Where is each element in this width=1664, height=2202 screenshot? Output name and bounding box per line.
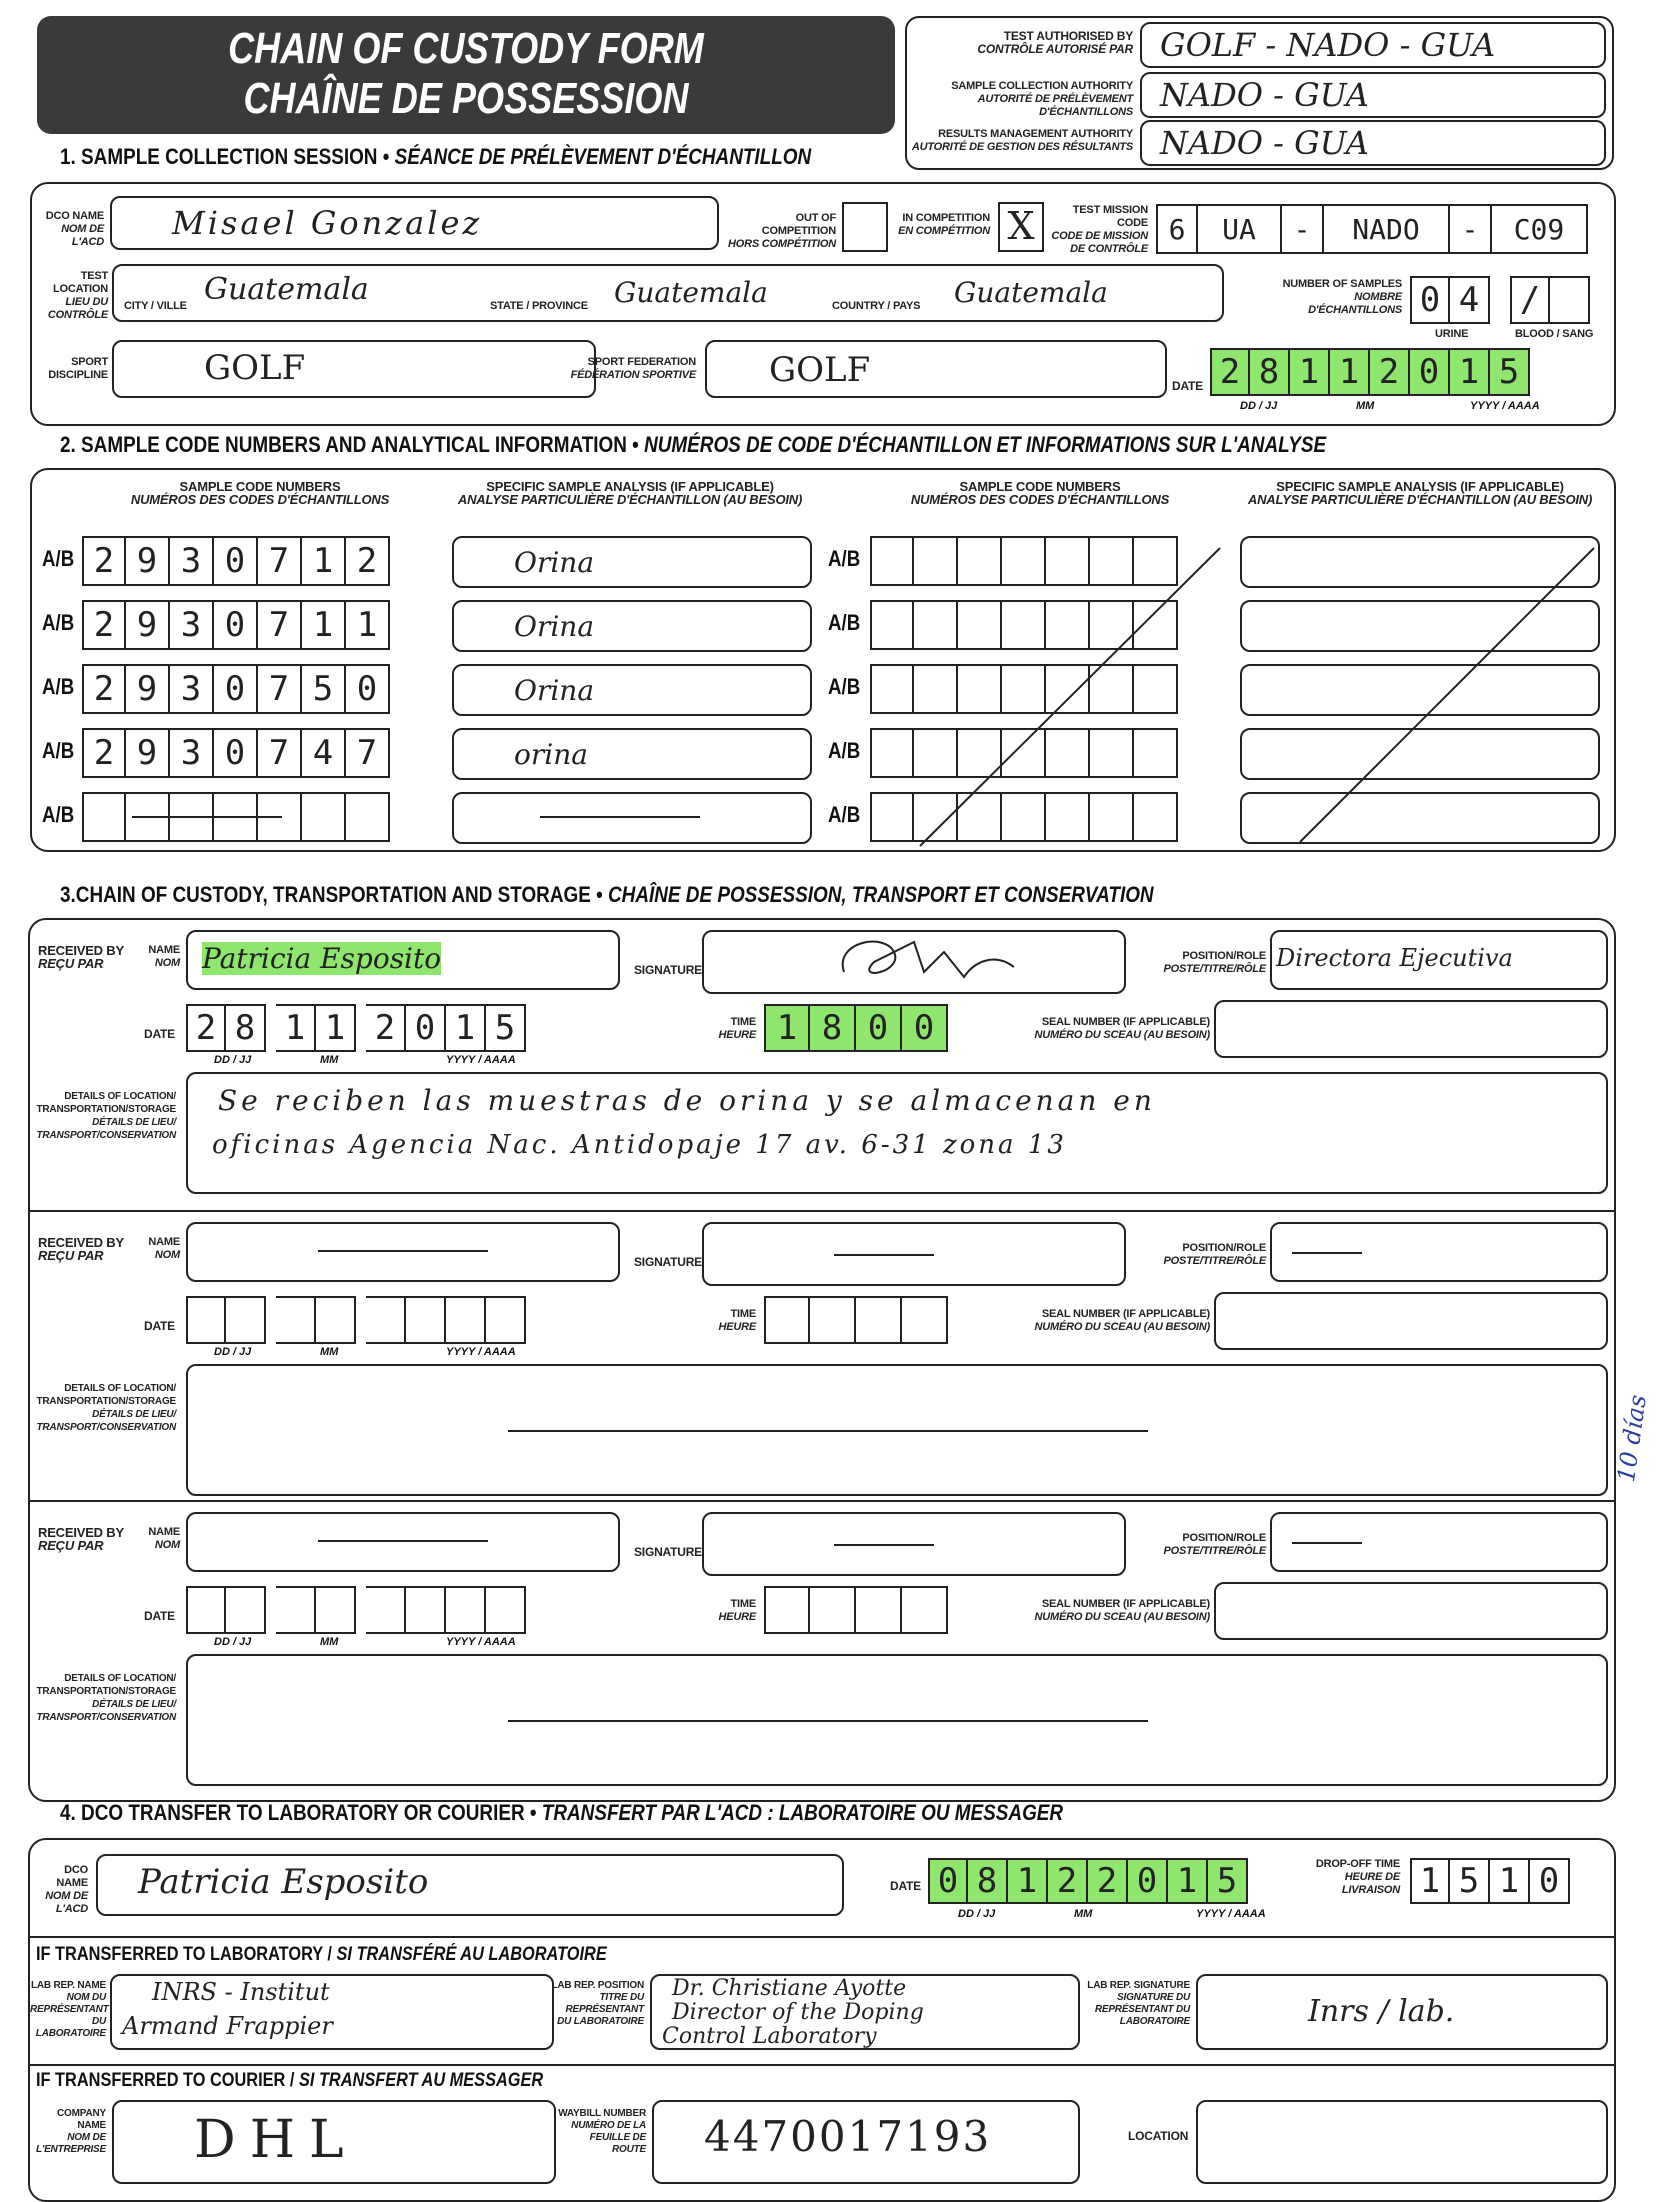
blood-label: BLOOD / SANG: [1515, 328, 1594, 340]
position-label: POSITION/ROLE POSTE/TITRE/RÔLE: [1163, 1532, 1266, 1557]
code-digit: 9: [126, 728, 170, 778]
code-digit: 9: [126, 664, 170, 714]
results-authority-value: NADO - GUA: [1160, 124, 1369, 162]
lab-rep-sig-label: LAB REP. SIGNATURE SIGNATURE DU REPRÉSENTANT DU LABORATOIRE: [1087, 1980, 1190, 2027]
signature-label: SIGNATURE: [634, 1255, 702, 1269]
date-label: DATE: [1172, 379, 1203, 393]
code-digit: 7: [346, 728, 390, 778]
date-digit: 1: [1290, 348, 1330, 396]
code-digit: 0: [214, 536, 258, 586]
received-date-cells[interactable]: [186, 1296, 526, 1344]
details-field[interactable]: [186, 1364, 1608, 1496]
date-digit: 8: [1250, 348, 1290, 396]
mission-cell: NADO: [1324, 204, 1450, 254]
mission-code-label: TEST MISSION CODE CODE DE MISSION DE CONTRÔLE: [1051, 204, 1148, 255]
col2-header-right: SPECIFIC SAMPLE ANALYSIS (IF APPLICABLE) ANALYSE PARTICULIÈRE D'ÉCHANTILLON (AU BESOIN): [1247, 479, 1593, 507]
empty-dash: [1292, 1252, 1362, 1254]
analysis-value: Orina: [514, 610, 595, 643]
received-by-label: RECEIVED BY REÇU PAR: [38, 1235, 124, 1263]
position-field[interactable]: [1270, 930, 1608, 990]
date-digit: 5: [1490, 348, 1530, 396]
name-label: NAME NOM: [148, 1236, 180, 1261]
date-digit: 5: [1208, 1858, 1248, 1904]
lab-rep-pos-field[interactable]: [650, 1974, 1080, 2050]
date-digit: 2: [366, 1004, 406, 1052]
received-name-field[interactable]: [186, 1222, 620, 1282]
dco-name-value: Misael Gonzalez: [172, 204, 483, 242]
code-digit: 3: [170, 600, 214, 650]
results-authority-label: RESULTS MANAGEMENT AUTHORITY AUTORITÉ DE GESTION DES RÉSULTANTS: [911, 128, 1133, 153]
col2-header-left: SPECIFIC SAMPLE ANALYSIS (IF APPLICABLE) ANALYSE PARTICULIÈRE D'ÉCHANTILLON (AU BESOIN): [457, 479, 803, 507]
analysis-value: Orina: [514, 674, 595, 707]
seal-field[interactable]: [1214, 1292, 1608, 1350]
name-label: NAME NOM: [148, 944, 180, 969]
drop-off-time-cells[interactable]: [1410, 1858, 1570, 1904]
details-field[interactable]: [186, 1654, 1608, 1786]
date-digit: 1: [1168, 1858, 1208, 1904]
code-digit: 9: [126, 536, 170, 586]
transfer-yyyy: YYYY / AAAA: [1196, 1908, 1266, 1920]
time-digit: 1: [1410, 1858, 1450, 1904]
date-digit: 1: [1330, 348, 1370, 396]
ab-label: A/B: [42, 738, 75, 763]
ic-mark: X: [1007, 204, 1035, 248]
mission-cell: UA: [1198, 204, 1282, 254]
date-digit: 2: [1048, 1858, 1088, 1904]
col1-header-left: SAMPLE CODE NUMBERS NUMÉROS DES CODES D'ÉCHANTILLONS: [130, 479, 390, 507]
details-line2: oficinas Agencia Nac. Antidopaje 17 av. 6-31 zona 13: [212, 1130, 1067, 1160]
date-dd: DD / JJ: [1240, 400, 1278, 412]
date-digit: 2: [1370, 348, 1410, 396]
lab-rep-pos-line2: Director of the Doping: [672, 2000, 924, 2025]
sport-label: SPORT DISCIPLINE: [48, 356, 108, 381]
ab-label: A/B: [828, 802, 861, 827]
dco-transfer-name-value: Patricia Esposito: [138, 1862, 429, 1902]
mission-cell: -: [1282, 204, 1324, 254]
received-date-cells[interactable]: [186, 1004, 526, 1052]
time-digit: 0: [902, 1004, 948, 1052]
dco-transfer-name-field[interactable]: [96, 1854, 844, 1916]
code-digit: 7: [258, 664, 302, 714]
analysis-value: Orina: [514, 546, 595, 579]
waybill-field[interactable]: [652, 2100, 1080, 2184]
date-digit: [186, 1586, 226, 1634]
date-digit: [406, 1296, 446, 1344]
empty-dash: [834, 1254, 934, 1256]
code-digit: 1: [302, 600, 346, 650]
date-digit: [186, 1296, 226, 1344]
test-authorised-value: GOLF - NADO - GUA: [1160, 26, 1496, 64]
seal-field[interactable]: [1214, 1582, 1608, 1640]
urine-label: URINE: [1435, 328, 1469, 340]
date-mm: MM: [320, 1054, 339, 1066]
ic-label: IN COMPETITION EN COMPÉTITION: [898, 212, 990, 237]
transfer-dd: DD / JJ: [958, 1908, 996, 1920]
dco-name-label: DCO NAME NOM DE L'ACD: [45, 210, 104, 248]
position-value: Directora Ejecutiva: [1276, 944, 1513, 972]
time-label: TIME HEURE: [718, 1598, 756, 1623]
lab-rep-sig-field[interactable]: [1196, 1974, 1608, 2050]
received-name-field[interactable]: [186, 930, 620, 990]
section3-divider-1: [28, 1210, 1614, 1212]
lab-rep-name-label: LAB REP. NAME NOM DU REPRÉSENTANT DU LABORATOIRE: [30, 1980, 109, 2039]
company-label: COMPANY NAME NOM DE L'ENTREPRISE: [36, 2108, 106, 2155]
date-digit: 2: [1088, 1858, 1128, 1904]
code-digit: 0: [214, 664, 258, 714]
date-digit: 1: [1450, 348, 1490, 396]
section2-heading: 2. SAMPLE CODE NUMBERS AND ANALYTICAL INFORMATION • NUMÉROS DE CODE D'ÉCHANTILLON ET INFORMATIONS SUR L'ANALYSE: [60, 432, 1327, 457]
time-digit: 0: [1530, 1858, 1570, 1904]
date-dd: DD / JJ: [214, 1346, 252, 1358]
date-digit: 1: [276, 1004, 316, 1052]
time-cells[interactable]: [764, 1004, 948, 1052]
date-digit: [486, 1296, 526, 1344]
position-label: POSITION/ROLE POSTE/TITRE/RÔLE: [1163, 1242, 1266, 1267]
date-dd: DD / JJ: [214, 1636, 252, 1648]
blood-digit: /: [1510, 276, 1550, 324]
state-value: Guatemala: [614, 276, 768, 309]
date-digit: 8: [968, 1858, 1008, 1904]
date-mm: MM: [320, 1636, 339, 1648]
time-digit: [764, 1296, 810, 1344]
dco-transfer-label: DCO NAME NOM DE L'ACD: [45, 1864, 88, 1915]
title-en: CHAIN OF CUSTODY FORM: [228, 24, 704, 73]
num-samples-label: NUMBER OF SAMPLES NOMBRE D'ÉCHANTILLONS: [1282, 278, 1402, 316]
position-field[interactable]: [1270, 1512, 1608, 1572]
lab-rep-name-line1: INRS - Institut: [152, 1978, 330, 2006]
date-digit: 2: [186, 1004, 226, 1052]
time-digit: [764, 1586, 810, 1634]
date-digit: 0: [406, 1004, 446, 1052]
analysis-value: orina: [514, 738, 588, 771]
time-label: TIME HEURE: [718, 1308, 756, 1333]
seal-field[interactable]: [1214, 1000, 1608, 1058]
country-value: Guatemala: [954, 276, 1108, 309]
received-name-value: Patricia Esposito: [202, 942, 442, 975]
lab-rep-pos-line3: Control Laboratory: [662, 2024, 877, 2049]
state-label: STATE / PROVINCE: [490, 300, 588, 312]
signature-label: SIGNATURE: [634, 1545, 702, 1559]
section3-divider-2: [28, 1500, 1614, 1502]
date-yyyy: YYYY / AAAA: [446, 1054, 516, 1066]
date-digit: 8: [226, 1004, 266, 1052]
received-name-field[interactable]: [186, 1512, 620, 1572]
company-field[interactable]: [112, 2100, 556, 2184]
company-value: DHL: [194, 2110, 358, 2170]
signature-field[interactable]: [702, 930, 1126, 994]
date-digit: 0: [1410, 348, 1450, 396]
lab-heading: IF TRANSFERRED TO LABORATORY / SI TRANSFÉRÉ AU LABORATOIRE: [36, 1944, 607, 1965]
date-digit: 2: [1210, 348, 1250, 396]
code-digit: 0: [214, 600, 258, 650]
test-location-label: TEST LOCATION LIEU DU CONTRÔLE: [47, 270, 108, 321]
collection-authority-label: SAMPLE COLLECTION AUTHORITY AUTORITÉ DE PRÉLÈVEMENT D'ÉCHANTILLONS: [951, 80, 1133, 118]
date-yyyy: YYYY / AAAA: [1470, 400, 1540, 412]
time-digit: [810, 1296, 856, 1344]
empty-dash: [1292, 1542, 1362, 1544]
date-digit: [276, 1296, 316, 1344]
empty-dash: [318, 1540, 488, 1542]
date-yyyy: YYYY / AAAA: [446, 1636, 516, 1648]
drop-off-label: DROP-OFF TIME HEURE DE LIVRAISON: [1315, 1858, 1400, 1896]
code-digit: 3: [170, 728, 214, 778]
ab-label: A/B: [42, 610, 75, 635]
received-by-label: RECEIVED BY REÇU PAR: [38, 943, 124, 971]
date-label: DATE: [144, 1319, 175, 1333]
location-field[interactable]: [1196, 2100, 1608, 2184]
empty-dash: [508, 1720, 1148, 1722]
city-value: Guatemala: [204, 272, 369, 307]
collection-authority-value: NADO - GUA: [1160, 76, 1369, 114]
code-digit: 2: [82, 664, 126, 714]
transfer-date-cells[interactable]: [928, 1858, 1248, 1904]
position-label: POSITION/ROLE POSTE/TITRE/RÔLE: [1163, 950, 1266, 975]
empty-dash: [834, 1544, 934, 1546]
signature-field[interactable]: [702, 1512, 1126, 1576]
lab-divider: [28, 1936, 1614, 1938]
test-authorised-label: TEST AUTHORISED BY CONTRÔLE AUTORISÉ PAR: [977, 29, 1133, 56]
time-label: TIME HEURE: [718, 1016, 756, 1041]
empty-dash: [508, 1430, 1148, 1432]
date-digit: [226, 1296, 266, 1344]
strike-line-analysis: [1300, 548, 1594, 842]
date-digit: [316, 1296, 356, 1344]
signature-label: SIGNATURE: [634, 963, 702, 977]
lab-rep-name-line2: Armand Frappier: [122, 2012, 333, 2040]
empty-dash: [318, 1250, 488, 1252]
mission-cell: 6: [1156, 204, 1198, 254]
code-digit: 5: [302, 664, 346, 714]
seal-label: SEAL NUMBER (IF APPLICABLE) NUMÉRO DU SCEAU (AU BESOIN): [1034, 1598, 1210, 1623]
ab-label: A/B: [828, 738, 861, 763]
code-digit: 0: [214, 728, 258, 778]
side-note: 10 días: [1612, 1393, 1652, 1484]
ab-label: A/B: [42, 674, 75, 699]
waybill-value: 4470017193: [704, 2112, 992, 2161]
federation-label: SPORT FEDERATION FÉDÉRATION SPORTIVE: [570, 356, 696, 381]
date-mm: MM: [320, 1346, 339, 1358]
urine-digit: 4: [1450, 276, 1490, 324]
time-digit: [856, 1586, 902, 1634]
time-digit: [902, 1586, 948, 1634]
time-digit: 1: [1490, 1858, 1530, 1904]
date-digit: [486, 1586, 526, 1634]
courier-heading: IF TRANSFERRED TO COURIER / SI TRANSFERT AU MESSAGER: [36, 2070, 544, 2091]
date-mm: MM: [1356, 400, 1375, 412]
date-digit: [366, 1296, 406, 1344]
time-digit: [810, 1586, 856, 1634]
lab-rep-pos-line1: Dr. Christiane Ayotte: [672, 1976, 907, 2001]
name-label: NAME NOM: [148, 1526, 180, 1551]
time-digit: [856, 1296, 902, 1344]
strike-line-codes: [920, 548, 1220, 846]
waybill-label: WAYBILL NUMBER NUMÉRO DE LA FEUILLE DE ROUTE: [558, 2108, 646, 2155]
date-digit: [226, 1586, 266, 1634]
date-digit: 1: [316, 1004, 356, 1052]
mission-cell: C09: [1492, 204, 1588, 254]
received-date-cells[interactable]: [186, 1586, 526, 1634]
code-digit: 2: [82, 600, 126, 650]
details-label: DETAILS OF LOCATION/ TRANSPORTATION/STORAGE DÉTAILS DE LIEU/ TRANSPORT/CONSERVATION: [36, 1091, 176, 1141]
lab-rep-sig-value: Inrs / lab.: [1308, 1994, 1455, 2029]
date-digit: [366, 1586, 406, 1634]
details-field[interactable]: [186, 1072, 1608, 1194]
code-digit: 7: [258, 600, 302, 650]
section4-heading: 4. DCO TRANSFER TO LABORATORY OR COURIER • TRANSFERT PAR L'ACD : LABORATOIRE OU MESSAGER: [60, 1800, 1064, 1825]
date-yyyy: YYYY / AAAA: [446, 1346, 516, 1358]
lab-rep-name-field[interactable]: [110, 1974, 554, 2050]
position-field[interactable]: [1270, 1222, 1608, 1282]
date-dd: DD / JJ: [214, 1054, 252, 1066]
mission-cell: -: [1450, 204, 1492, 254]
col1-header-right: SAMPLE CODE NUMBERS NUMÉROS DES CODES D'ÉCHANTILLONS: [910, 479, 1170, 507]
courier-divider: [28, 2064, 1614, 2066]
date-digit: 0: [928, 1858, 968, 1904]
transfer-date-label: DATE: [890, 1879, 921, 1893]
lab-rep-pos-label: LAB REP. POSITION TITRE DU REPRÉSENTANT DU LABORATOIRE: [551, 1980, 644, 2027]
signature-field[interactable]: [702, 1222, 1126, 1286]
code-digit: 4: [302, 728, 346, 778]
ab-label: A/B: [42, 546, 75, 571]
code-digit: 2: [346, 536, 390, 586]
seal-label: SEAL NUMBER (IF APPLICABLE) NUMÉRO DU SCEAU (AU BESOIN): [1034, 1308, 1210, 1333]
code-digit: 1: [346, 600, 390, 650]
code-digit: 1: [302, 536, 346, 586]
date-digit: 1: [446, 1004, 486, 1052]
time-digit: 8: [810, 1004, 856, 1052]
federation-value: GOLF: [769, 350, 871, 390]
code-digit: 9: [126, 600, 170, 650]
time-digit: 1: [764, 1004, 810, 1052]
time-digit: [902, 1296, 948, 1344]
transfer-mm: MM: [1074, 1908, 1093, 1920]
code-digit: 3: [170, 664, 214, 714]
date-digit: 1: [1008, 1858, 1048, 1904]
code-digit: 2: [82, 536, 126, 586]
date-digit: [406, 1586, 446, 1634]
date-label: DATE: [144, 1609, 175, 1623]
time-cells[interactable]: [764, 1586, 948, 1634]
ooc-label: OUT OF COMPETITION HORS COMPÉTITION: [727, 212, 836, 250]
date-digit: [446, 1586, 486, 1634]
date-digit: [276, 1586, 316, 1634]
time-digit: 0: [856, 1004, 902, 1052]
city-label: CITY / VILLE: [124, 300, 187, 312]
ab-label: A/B: [828, 546, 861, 571]
section3-heading: 3.CHAIN OF CUSTODY, TRANSPORTATION AND STORAGE • CHAÎNE DE POSSESSION, TRANSPORT ET CONSERVATION: [60, 882, 1154, 907]
date-label: DATE: [144, 1027, 175, 1041]
ab-label: A/B: [828, 610, 861, 635]
time-digit: 5: [1450, 1858, 1490, 1904]
strike-lines: [0, 0, 1664, 860]
details-label: DETAILS OF LOCATION/ TRANSPORTATION/STORAGE DÉTAILS DE LIEU/ TRANSPORT/CONSERVATION: [36, 1673, 176, 1723]
date-digit: [446, 1296, 486, 1344]
seal-label: SEAL NUMBER (IF APPLICABLE) NUMÉRO DU SCEAU (AU BESOIN): [1034, 1016, 1210, 1041]
date-digit: [316, 1586, 356, 1634]
section1-heading: 1. SAMPLE COLLECTION SESSION • SÉANCE DE PRÉLÈVEMENT D'ÉCHANTILLON: [60, 144, 812, 169]
title-fr: CHAÎNE DE POSSESSION: [243, 74, 689, 123]
ab-label: A/B: [828, 674, 861, 699]
code-digit: 2: [82, 728, 126, 778]
date-digit: 0: [1128, 1858, 1168, 1904]
details-label: DETAILS OF LOCATION/ TRANSPORTATION/STORAGE DÉTAILS DE LIEU/ TRANSPORT/CONSERVATION: [36, 1383, 176, 1433]
received-by-label: RECEIVED BY REÇU PAR: [38, 1525, 124, 1553]
time-cells[interactable]: [764, 1296, 948, 1344]
date-digit: 5: [486, 1004, 526, 1052]
sport-value: GOLF: [204, 348, 306, 388]
code-digit: 7: [258, 536, 302, 586]
location-label: LOCATION: [1128, 2129, 1189, 2143]
code-digit: 3: [170, 536, 214, 586]
signature-scribble: [824, 932, 1024, 992]
code-digit: 7: [258, 728, 302, 778]
ab-label: A/B: [42, 802, 75, 827]
details-line1: Se reciben las muestras de orina y se almacenan en: [218, 1084, 1156, 1117]
country-label: COUNTRY / PAYS: [832, 300, 921, 312]
code-digit: 0: [346, 664, 390, 714]
urine-digit: 0: [1410, 276, 1450, 324]
